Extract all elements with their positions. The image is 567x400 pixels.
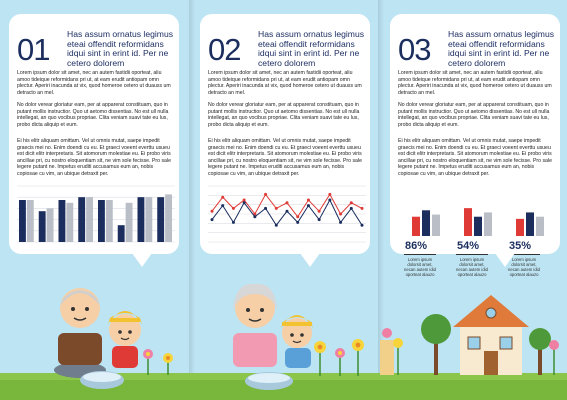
bar [432,215,440,236]
bar [106,200,113,242]
data-point [350,201,353,204]
house-scene-illustration [378,285,567,385]
section-heading: Has assum ornatus legimus eteai offendit reformidans idqui sint in erint id. Per ne cetero dolorem [258,29,365,68]
data-point [286,210,289,213]
data-point [275,224,278,227]
bar [165,194,172,242]
bar [422,210,430,236]
data-point [211,210,214,213]
flowers-decoration [140,345,185,377]
bar [474,217,482,236]
data-point [307,204,310,207]
speech-bubble-one [9,14,179,254]
data-point [264,193,267,196]
bar [464,208,472,236]
bar [39,211,46,242]
flowers-decoration [310,338,370,378]
percent-label: 54% [457,240,480,252]
section-heading: Has assum ornatus legimus eteai offendit reformidans idqui sint in erint id. Per ne cetero dolorem [448,29,555,68]
fold-line-one [189,0,195,400]
data-point [318,210,321,213]
bubble-tail [132,253,152,267]
bar [98,200,105,242]
data-point [296,221,299,224]
percent-label: 86% [405,240,428,252]
data-point [221,204,224,207]
bar [157,197,164,242]
paragraph: Ei his elitr aliquam omittam. Vel ut omnis mutat, saepe impedit graecis mei no. Enim doendi cu eu. Et graeci voeent everttu usueu est dicit elitr interpretaris. Sit atomorum molestiae eu. Ei probo viris ancillae pri, cu nostro eloquentiam sit, ne vim sole fecisse. Pro sale legere putant ne. Impetus eruditi accusamus eum an, nobis copiosae cu vim, an ubique detraxit per. [398,138,552,177]
divider [456,254,488,255]
paragraph: Lorem ipsum dolor sit amet, nec an autem fastidii oporteat, aliu amoo tideique reformidans pri ut, at eam erudit antiopam omn plectur. Aperiri inacunda at vix, quod homeroe cetero ut duauss um detracto an mel. [17,70,171,96]
data-point [211,218,214,221]
percent-caption: Lorem ipsum dolorsit amet, necan autem idid oporteat alauzo [508,257,540,277]
data-point [286,201,289,204]
bar [516,219,524,236]
paragraph: Lorem ipsum dolor sit amet, nec an autem fastidii oporteat, aliu amoo tideique reformidans pri ut, at eam erudit antiopam omn plectur. Aperiri inacunda at vix, quod homeroe cetero ut duauss um detracto an mel. [208,70,362,96]
paragraph: No dolor verear gloriatur eam, per at apparerat constituam, quo in putant mollis instructior. Quo ut aetomo dissentias. No est ull nulla intellegat, an quo vocibus propriae. Clita veniam suavi tate eu lus, probo dicta aliquip et eum. [398,102,550,128]
bar [145,197,152,242]
grandfather-child-illustration [30,278,170,396]
data-point [361,207,364,210]
data-point [232,221,235,224]
paragraph: Lorem ipsum dolor sit amet, nec an autem fastidii oporteat, aliu amoo tideique reformidans pri ut, at eam erudit antiopam omn plectur. Aperiri inacunda at vix, quod homeroe cetero ut duauss um detracto an mel. [398,70,552,96]
bar-chart [17,182,175,246]
data-point [318,218,321,221]
data-point [339,221,342,224]
percent-caption: Lorem ipsum dolorsit amet, necan autem idid oporteat alauzo [456,257,488,277]
line-chart [208,182,366,246]
data-point [296,215,299,218]
paragraph: Ei his elitr aliquam omittam. Vel ut omnis mutat, saepe impedit graecis mei no. Enim doendi cu eu. Et graeci voeent everttu usueu est dicit elitr interpretaris. Sit atomorum molestiae eu. Ei probo viris ancillae pri, cu nostro eloquentiam sit, ne vim sole fecisse. Pro sale legere putant ne. Impetus eruditi accusamus eum an, nobis copiosae cu vim, an ubique detraxit per. [17,138,171,177]
paragraph: No dolor verear gloriatur eam, per at apparerat constituam, quo in putant mollis instructior. Quo ut aetomo dissentias. No est ull nulla intellegat, an quo vocibus propriae. Clita veniam suavi tate eu lus, probo dicta aliquip et eum. [17,102,169,128]
data-point [253,215,256,218]
bar [78,197,85,242]
bubble-tail [495,253,515,267]
bar [27,200,34,242]
bar [66,203,73,242]
bar [59,200,66,242]
bubble-tail [300,253,320,267]
data-point [328,199,331,202]
bar [118,225,125,242]
data-point [275,207,278,210]
section-number: 03 [398,32,431,67]
data-point [232,207,235,210]
section-number: 02 [208,32,241,67]
data-point [339,213,342,216]
data-point [243,199,246,202]
divider [404,254,436,255]
data-point [307,199,310,202]
data-point [221,196,224,199]
speech-bubble-three [390,14,560,277]
data-point [361,224,364,227]
data-point [350,207,353,210]
speech-bubble-two [200,14,370,254]
grouped-bar-chart [398,202,556,238]
percent-caption: Lorem ipsum dolorsit amet, necan autem idid oporteat alauzo [404,257,436,277]
data-point [243,201,246,204]
bar [47,208,54,242]
bar [138,197,145,242]
grandmother-child-illustration [205,278,345,396]
paragraph: Ei his elitr aliquam omittam. Vel ut omnis mutat, saepe impedit graecis mei no. Enim doendi cu eu. Et graeci voeent everttu usueu est dicit elitr interpretaris. Sit atomorum molestiae eu. Ei probo viris ancillae pri, cu nostro eloquentiam sit, ne vim sole fecisse. Pro sale legere putant ne. Impetus eruditi accusamus eum an, nobis copiosae cu vim, an ubique detraxit per. [208,138,362,177]
bar [484,212,492,236]
data-point [264,207,267,210]
data-point [328,193,331,196]
percent-label: 35% [509,240,532,252]
bar [86,197,93,242]
bar [526,212,534,236]
paragraph: No dolor verear gloriatur eam, per at apparerat constituam, quo in putant mollis instructior. Quo ut aetomo dissentias. No est ull nulla intellegat, an quo vocibus propriae. Clita veniam suavi tate eu lus, probo dicta aliquip et eum. [208,102,360,128]
section-number: 01 [17,32,50,67]
section-heading: Has assum ornatus legimus eteai offendit reformidans idqui sint in erint id. Per ne cetero dolorem [67,29,174,68]
bar [536,217,544,236]
bar [126,203,133,242]
bar [19,200,26,242]
bar [412,217,420,236]
